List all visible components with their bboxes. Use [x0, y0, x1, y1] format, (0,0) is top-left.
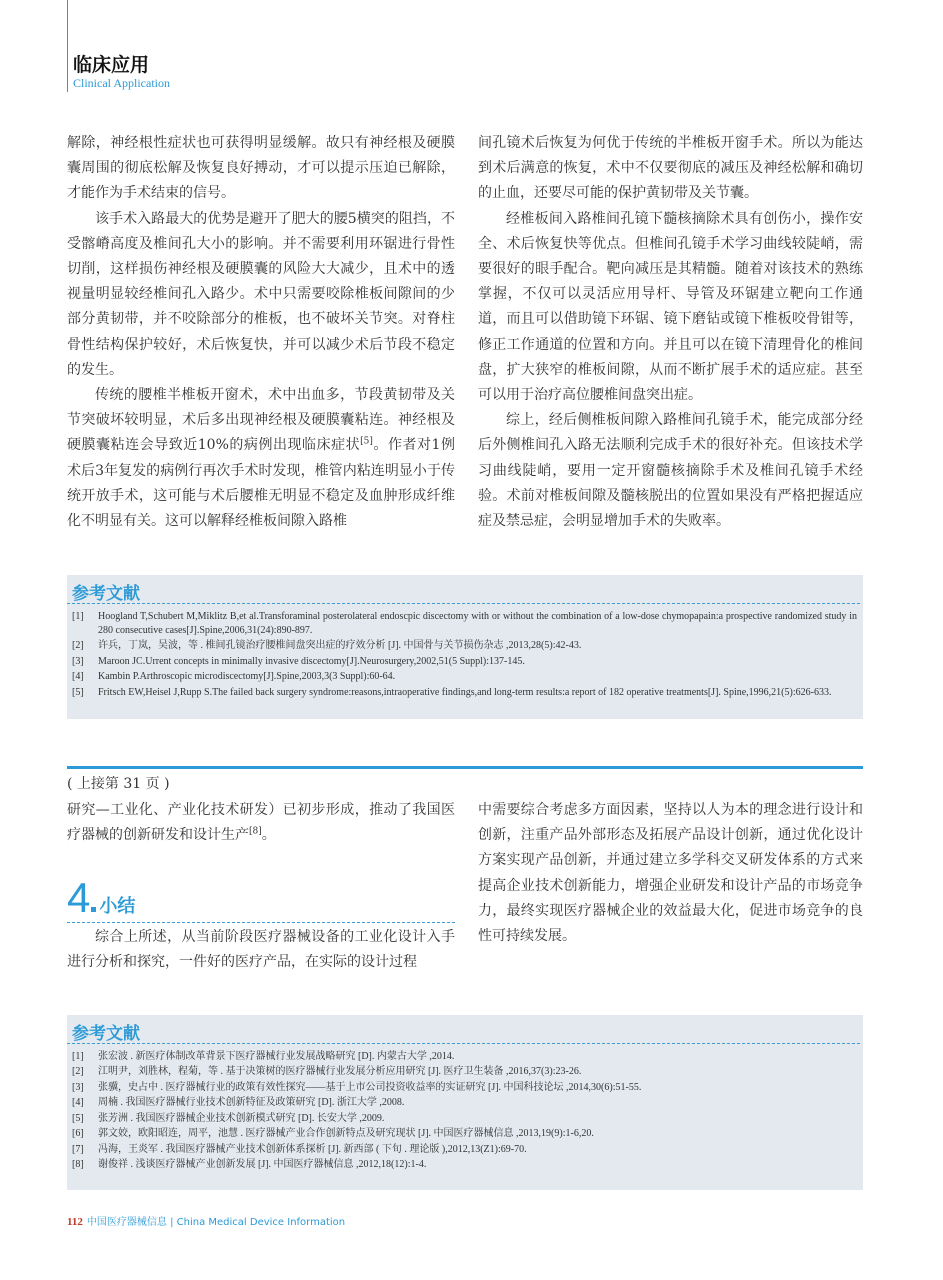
section-number-dot — [91, 907, 96, 912]
reference-number: [3] — [72, 655, 84, 667]
paragraph: 中需要综合考虑多方面因素，坚持以人为本的理念进行设计和创新，注重产品外部形态及拓展产品设计创新，通过优化设计方案实现产品创新，并通过建立多学科交叉研发体系的方式来提高企业技术创新能力，增强企业研发和设计产品的市场竞争力，最终实现医疗器械企业的效益最大化，促进市场竞争的良性可持续发展。 — [478, 802, 863, 945]
section-heading-4 — [67, 874, 455, 922]
article2-left-column — [67, 798, 455, 848]
section-heading-title: 小结 — [99, 896, 136, 917]
citation-8: [8] — [249, 826, 262, 837]
reference-list — [67, 604, 863, 705]
reference-number: [6] — [72, 1128, 84, 1140]
reference-text: 张宏波 . 新医疗体制改革背景下医疗器械行业发展战略研究 [D]. 内蒙古大学 ,2014. — [98, 1051, 455, 1062]
reference-number: [2] — [72, 640, 84, 652]
reference-text: 许兵，丁岚，吴波，等 . 椎间孔镜治疗腰椎间盘突出症的疗效分析 [J]. 中国骨与关节损伤杂志 ,2013,28(5):42-43. — [98, 640, 582, 652]
reference-number: [8] — [72, 1159, 84, 1171]
reference-number: [1] — [72, 1051, 84, 1062]
reference-text: 张骥，史占中 . 医疗器械行业的政策有效性探究——基于上市公司投资收益率的实证研究 [J]. 中国科技论坛 ,2014,30(6):51-55. — [98, 1081, 642, 1093]
reference-item — [72, 1096, 857, 1110]
references-box-2 — [67, 1015, 863, 1190]
reference-text: 周楠 . 我国医疗器械行业技术创新特征及政策研究 [D]. 浙江大学 ,2008. — [98, 1097, 405, 1109]
reference-number: [7] — [72, 1143, 84, 1155]
paragraph — [67, 383, 455, 534]
article2-left-column-lower — [67, 925, 455, 975]
reference-item — [72, 639, 857, 653]
reference-text: Hoogland T,Schubert M,Miklitz B,et al.Transforaminal posterolateral endoscpic discectomy with or without the combination of a low-dose chymopapain:a prospective randomized study in 280 consecutive cases[J].Spine,2006,31(24):890-897. — [98, 611, 857, 636]
article-divider — [67, 766, 863, 769]
reference-number: [5] — [72, 686, 84, 698]
reference-number: [1] — [72, 611, 84, 622]
paragraph — [67, 798, 455, 848]
reference-item — [72, 1158, 857, 1172]
section-number: 4 — [67, 874, 91, 921]
reference-text: 江明尹，刘胜林，程菊，等 . 基于决策树的医疗器械行业发展分析应用研究 [J]. 医疗卫生装备 ,2016,37(3):23-26. — [98, 1066, 582, 1078]
article1-left-column — [67, 131, 455, 534]
reference-item — [72, 1065, 857, 1079]
reference-text: Maroon JC.Urrent concepts in minimally invasive discectomy[J].Neurosurgery,2002,51(5 Suppl):137-145. — [98, 655, 525, 667]
header-rule — [67, 0, 68, 92]
citation-5: [5] — [360, 436, 373, 447]
reference-item — [72, 1112, 857, 1126]
paragraph: 综上，经后侧椎板间隙入路椎间孔镜手术，能完成部分经后外侧椎间孔入路无法顺利完成手术的很好补充。但该技术学习曲线陡峭，要用一定开窗髓核摘除手术及椎间孔镜手术经验。术前对椎板间隙及髓核脱出的位置如果没有严格把握适应症及禁忌症，会明显增加手术的失败率。 — [478, 412, 863, 530]
reference-item — [72, 1081, 857, 1095]
heading-underline — [67, 922, 455, 923]
reference-text: Kambin P.Arthroscopic microdiscectomy[J].Spine,2003,3(3 Suppl):60-64. — [98, 671, 396, 683]
article1-right-column — [478, 131, 863, 534]
section-title-cn: 临床应用 — [73, 54, 150, 76]
reference-number: [2] — [72, 1066, 84, 1078]
section-title-en: Clinical Application — [73, 76, 170, 90]
references-title: 参考文献 — [67, 575, 860, 604]
paragraph-text: 研究—工业化、产业化技术研发）已初步形成，推动了我国医疗器械的创新研发和设计生产 — [67, 802, 455, 844]
references-box-1 — [67, 575, 863, 719]
publication-name: 中国医疗器械信息 | China Medical Device Information — [86, 1217, 346, 1228]
reference-text: 张芳洲 . 我国医疗器械企业技术创新模式研究 [D]. 长安大学 ,2009. — [98, 1112, 385, 1124]
paragraph: 解除，神经根性症状也可获得明显缓解。故只有神经根及硬膜囊周围的彻底松解及恢复良好搏动，才可以提示压迫已解除，才能作为手术结束的信号。 — [67, 135, 455, 202]
reference-list — [67, 1044, 863, 1178]
paragraph: 间孔镜术后恢复为何优于传统的半椎板开窗手术。所以为能达到术后满意的恢复，术中不仅要彻底的减压及神经松解和确切的止血，还要尽可能的保护黄韧带及关节囊。 — [478, 135, 863, 202]
reference-number: [3] — [72, 1081, 84, 1093]
paragraph-text: 传统的腰椎半椎板开窗术，术中出血多，节段黄韧带及关节突破坏较明显，术后多出现神经根及硬膜囊粘连。神经根及硬膜囊粘连会导致近10%的病例出现临床症状 — [67, 387, 455, 454]
reference-text: 郭文姣，欧阳昭连，周平，池慧 . 医疗器械产业合作创新特点及研究现状 [J]. 中国医疗器械信息 ,2013,19(9):1-6,20. — [98, 1128, 594, 1140]
paragraph-text: 。作者对1例术后3年复发的病例行再次手术时发现，椎管内粘连明显小于传统开放手术，这可能与术后腰椎无明显不稳定及血肿形成纤维化不明显有关。这可以解释经椎板间隙入路椎 — [67, 437, 455, 530]
page-number: 112 — [67, 1216, 83, 1228]
reference-item — [72, 655, 857, 669]
references-title: 参考文献 — [67, 1015, 860, 1044]
reference-text: 冯海，王炎军 . 我国医疗器械产业技术创新体系探析 [J]. 新西部 ( 下旬 . 理论版 ),2012,13(Z1):69-70. — [98, 1143, 527, 1155]
reference-item — [72, 686, 857, 700]
reference-number: [4] — [72, 671, 84, 683]
paragraph: 该手术入路最大的优势是避开了肥大的腰5横突的阻挡，不受髂嵴高度及椎间孔大小的影响。并不需要利用环锯进行骨性切削，这样损伤神经根及硬膜囊的风险大大减少，且术中的透视量明显较经椎间孔入路少。术中只需要咬除椎板间隙间的少部分黄韧带，并不咬除部分的椎板，也不破坏关节突。对脊柱骨性结构保护较好，术后恢复快，并可以减少术后节段不稳定的发生。 — [67, 210, 455, 378]
paragraph: 经椎板间入路椎间孔镜下髓核摘除术具有创伤小，操作安全、术后恢复快等优点。但椎间孔镜手术学习曲线较陡峭，需要很好的眼手配合。靶向减压是其精髓。随着对该技术的熟练掌握，不仅可以灵活应用导杆、导管及环锯建立靶向工作通道，而且可以借助镜下环锯、镜下磨钻或镜下椎板咬骨钳等，修正工作通道的位置和方向。并且可以在镜下清理骨化的椎间盘，扩大狭窄的椎板间隙，从而不断扩展手术的适应症。甚至可以用于治疗高位腰椎间盘突出症。 — [478, 210, 863, 404]
reference-number: [5] — [72, 1112, 84, 1124]
article2-right-column — [478, 798, 863, 949]
reference-number: [4] — [72, 1097, 84, 1109]
reference-text: Fritsch EW,Heisel J,Rupp S.The failed back surgery syndrome:reasons,intraoperative findings,and long-term results:a report of 182 operative treatments[J]. Spine,1996,21(5):626-633. — [98, 686, 832, 698]
paragraph: 综合上所述，从当前阶段医疗器械设备的工业化设计入手进行分析和探究，一件好的医疗产品，在实际的设计过程 — [67, 929, 455, 971]
page-footer — [67, 1215, 345, 1230]
reference-item — [72, 610, 857, 638]
reference-item — [72, 1127, 857, 1141]
reference-text: 谢俊祥 . 浅谈医疗器械产业创新发展 [J]. 中国医疗器械信息 ,2012,18(12):1-4. — [98, 1159, 427, 1171]
reference-item — [72, 670, 857, 684]
paragraph-text: 。 — [261, 827, 276, 844]
section-header — [73, 54, 170, 90]
reference-item — [72, 1143, 857, 1157]
continued-note: ( 上接第 31 页 ) — [67, 776, 170, 792]
reference-item — [72, 1050, 857, 1064]
